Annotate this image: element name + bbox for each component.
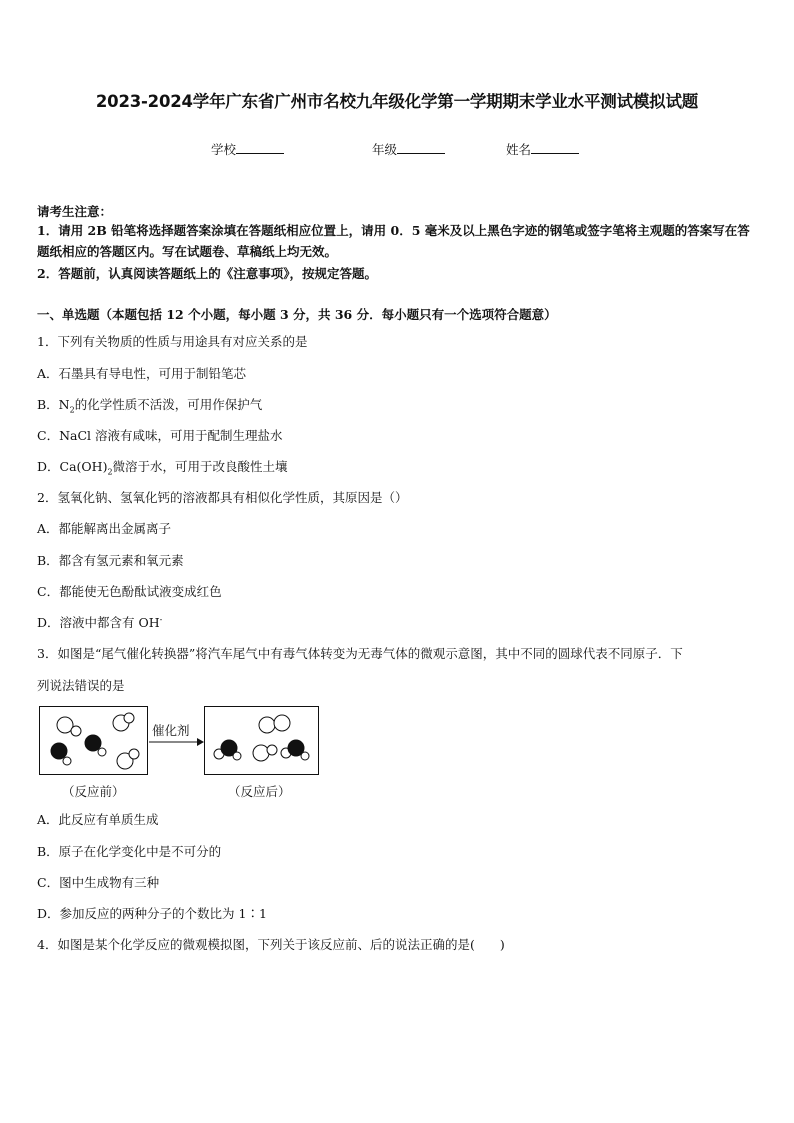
q1-d-pre: D．Ca(OH)	[37, 459, 108, 474]
q1-option-c: C．NaCl 溶液有咸味，可用于配制生理盐水	[37, 428, 283, 443]
atom-white-large	[253, 745, 269, 761]
atom-black	[85, 735, 101, 751]
school-blank	[236, 141, 284, 154]
grade-field	[372, 140, 445, 158]
atom-white-small	[267, 745, 277, 755]
after-box	[205, 707, 319, 775]
atom-white-small	[129, 749, 139, 759]
q1-stem: 1．下列有关物质的性质与用途具有对应关系的是	[37, 334, 308, 349]
atom-white-small	[301, 752, 309, 760]
q1-b-pre: B．N	[37, 397, 70, 412]
school-label: 学校	[211, 142, 237, 157]
grade-blank	[397, 141, 445, 154]
section-heading: 一、单选题（本题包括 12 个小题，每小题 3 分，共 36 分．每小题只有一个选项符合题意）	[37, 307, 557, 322]
atom-white-large	[259, 717, 275, 733]
q1-b-post: 的化学性质不活泼，可用作保护气	[74, 397, 263, 412]
q3-stem-line-1: 3．如图是“尾气催化转换器”将汽车尾气中有毒气体转变为无毒气体的微观示意图，其中不同的圆球代表不同原子．下	[37, 646, 683, 661]
caption-before: （反应前）	[62, 784, 125, 799]
q1-option-a: A．石墨具有导电性，可用于制铅笔芯	[37, 366, 247, 381]
before-box	[40, 707, 148, 775]
atom-white-small	[98, 748, 106, 756]
school-field	[211, 140, 284, 158]
q1-d-sub: 2	[107, 467, 113, 477]
notice-item-2: 2．答题前，认真阅读答题纸上的《注意事项》，按规定答题。	[37, 266, 377, 281]
name-blank	[531, 141, 579, 154]
caption-after: （反应后）	[228, 784, 291, 799]
notice-item-1: 1．请用 2B 铅笔将选择题答案涂填在答题纸相应位置上，请用 0．5 毫米及以上黑色字迹的钢笔或签字笔将主观题的答案写在答题纸相应的答题区内。写在试题卷、草稿纸上均无效。	[37, 223, 750, 259]
grade-label: 年级	[372, 142, 398, 157]
q3-option-c: C．图中生成物有三种	[37, 875, 160, 890]
q1-b-sub: 2	[69, 405, 75, 415]
atom-white-large	[274, 715, 290, 731]
exam-title: 2023-2024学年广东省广州市名校九年级化学第一学期期末学业水平测试模拟试题	[95, 92, 699, 111]
q3-option-d: D．参加反应的两种分子的个数比为 1∶1	[37, 906, 267, 921]
q3-option-a: A．此反应有单质生成	[37, 812, 159, 827]
q2-option-a: A．都能解离出金属离子	[37, 521, 172, 536]
q2-option-d	[37, 613, 162, 631]
q2-option-b: B．都含有氢元素和氧元素	[37, 553, 184, 568]
q2-option-c: C．都能使无色酚酞试液变成红色	[37, 584, 222, 599]
q1-option-b	[37, 395, 262, 415]
name-label: 姓名	[506, 142, 532, 157]
q3-stem-line-2: 列说法错误的是	[37, 678, 125, 693]
name-field	[506, 140, 579, 158]
reaction-diagram	[39, 706, 329, 778]
q1-option-d	[37, 457, 288, 477]
atom-white-small	[124, 713, 134, 723]
notice-heading: 请考生注意：	[37, 204, 113, 219]
atom-white-small	[63, 757, 71, 765]
q4-stem: 4．如图是某个化学反应的微观模拟图，下列关于该反应前、后的说法正确的是( )	[37, 937, 505, 952]
q1-d-post: 微溶于水，可用于改良酸性土壤	[112, 459, 288, 474]
catalyst-label: 催化剂	[152, 723, 190, 738]
atom-white-small	[71, 726, 81, 736]
q2-d-pre: D．溶液中都含有 OH	[37, 615, 160, 630]
q2-d-sup: -	[159, 614, 163, 624]
atom-white-small	[233, 752, 241, 760]
q3-option-b: B．原子在化学变化中是不可分的	[37, 844, 222, 859]
atom-black	[51, 743, 67, 759]
q2-stem: 2．氢氧化钠、氢氧化钙的溶液都具有相似化学性质，其原因是（）	[37, 490, 408, 505]
reaction-arrow	[149, 723, 204, 746]
